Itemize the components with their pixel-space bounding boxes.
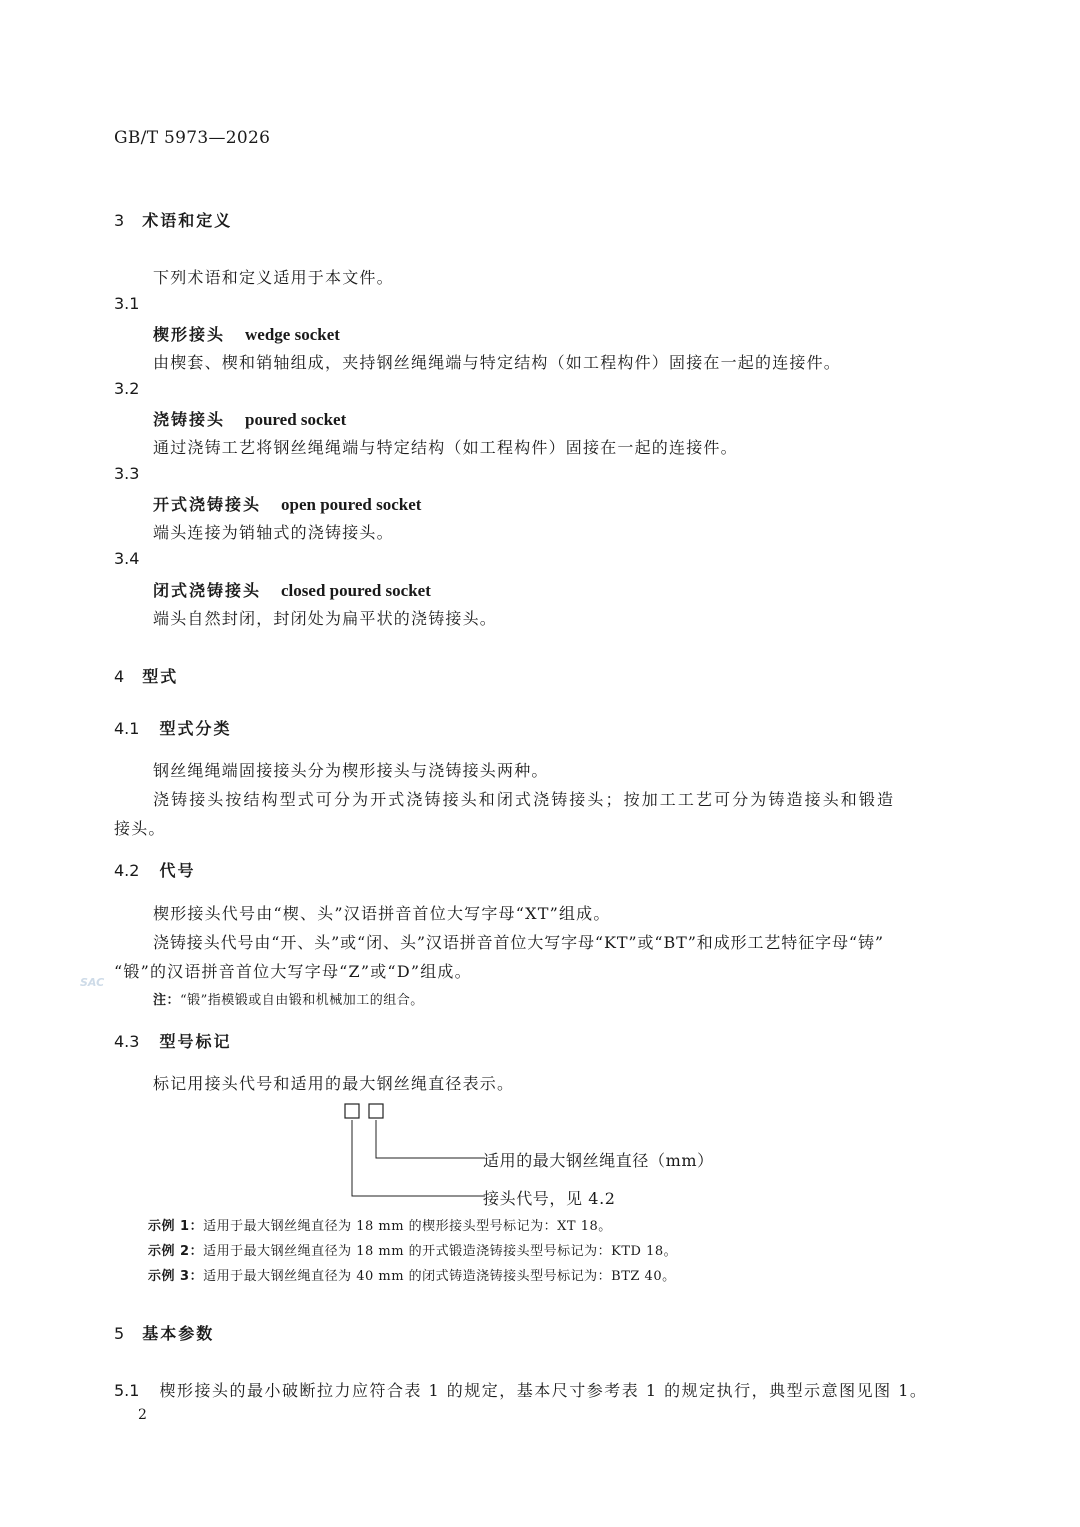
diagram-label-code: 接头代号，见 4.2 — [483, 1189, 616, 1208]
term-zh: 闭式浇铸接头 — [153, 581, 262, 600]
note — [153, 989, 424, 1008]
paragraph: 钢丝绳绳端固接接头分为楔形接头与浇铸接头两种。 — [153, 761, 549, 780]
term-en: open poured socket — [281, 495, 422, 514]
paragraph: 楔形接头代号由“楔、头”汉语拼音首位大写字母“XT”组成。 — [153, 904, 611, 923]
example-text: 适用于最大钢丝绳直径为 18 mm 的开式锻造浇铸接头型号标记为：KTD 18。 — [203, 1244, 678, 1259]
note-text: “锻”指模锻或自由锻和机械加工的组合。 — [180, 993, 424, 1008]
diagram-label-diameter: 适用的最大钢丝绳直径（mm） — [483, 1151, 714, 1170]
section-3-intro: 下列术语和定义适用于本文件。 — [153, 268, 394, 287]
section-number: 3 — [114, 211, 125, 230]
term-number: 3.1 — [114, 294, 140, 313]
example-text: 适用于最大钢丝绳直径为 18 mm 的楔形接头型号标记为：XT 18。 — [203, 1219, 612, 1234]
section-number: 4 — [114, 667, 125, 686]
subsection-title: 型号标记 — [159, 1032, 232, 1051]
section-title: 型式 — [142, 667, 179, 686]
subsection-number: 4.2 — [114, 861, 140, 880]
term-number: 3.2 — [114, 379, 140, 398]
section-4-heading — [114, 664, 178, 687]
term-number: 3.3 — [114, 464, 140, 483]
term-entry — [153, 407, 346, 430]
term-zh: 浇铸接头 — [153, 410, 226, 429]
subsection-4-1-heading — [114, 716, 231, 739]
sac-watermark-logo: SAC — [80, 976, 105, 989]
example-text: 适用于最大钢丝绳直径为 40 mm 的闭式铸造浇铸接头型号标记为：BTZ 40。 — [203, 1269, 676, 1284]
section-5-heading — [114, 1321, 214, 1344]
clause-number: 5.1 — [114, 1381, 140, 1400]
example — [148, 1265, 676, 1284]
diameter-box — [369, 1104, 383, 1118]
paragraph-continuation: 接头。 — [114, 819, 166, 838]
example — [148, 1215, 612, 1234]
clause-text: 楔形接头的最小破断拉力应符合表 1 的规定，基本尺寸参考表 1 的规定执行，典型示意图见图 1。 — [159, 1381, 928, 1400]
term-zh: 楔形接头 — [153, 325, 226, 344]
subsection-4-2-heading — [114, 858, 195, 881]
code-box — [345, 1104, 359, 1118]
note-label: 注： — [153, 993, 181, 1008]
clause-5-1 — [114, 1378, 927, 1401]
term-definition: 端头连接为销轴式的浇铸接头。 — [153, 523, 394, 542]
term-en: poured socket — [245, 410, 347, 429]
term-en: closed poured socket — [281, 581, 431, 600]
subsection-number: 4.1 — [114, 719, 140, 738]
term-definition: 端头自然封闭，封闭处为扁平状的浇铸接头。 — [153, 609, 498, 628]
diameter-leader-line — [376, 1120, 485, 1158]
subsection-title: 型式分类 — [159, 719, 232, 738]
section-title: 术语和定义 — [142, 211, 233, 230]
term-entry — [153, 492, 421, 515]
paragraph: 浇铸接头代号由“开、头”或“闭、头”汉语拼音首位大写字母“KT”或“BT”和成形工艺特征字母“铸” — [153, 933, 884, 952]
subsection-number: 4.3 — [114, 1032, 140, 1051]
term-number: 3.4 — [114, 549, 140, 568]
example-label: 示例 2： — [148, 1244, 204, 1259]
term-entry — [153, 578, 431, 601]
paragraph-continuation: “锻”的汉语拼音首位大写字母“Z”或“D”组成。 — [114, 962, 472, 981]
term-definition: 通过浇铸工艺将钢丝绳绳端与特定结构（如工程构件）固接在一起的连接件。 — [153, 438, 738, 457]
term-entry — [153, 322, 340, 345]
standard-code: GB/T 5973—2026 — [114, 128, 271, 148]
example-label: 示例 1： — [148, 1219, 204, 1234]
page-number: 2 — [138, 1407, 147, 1423]
term-en: wedge socket — [245, 325, 340, 344]
example-label: 示例 3： — [148, 1269, 204, 1284]
term-zh: 开式浇铸接头 — [153, 495, 262, 514]
section-number: 5 — [114, 1324, 125, 1343]
section-3-heading — [114, 208, 232, 231]
paragraph: 标记用接头代号和适用的最大钢丝绳直径表示。 — [153, 1074, 515, 1093]
subsection-title: 代号 — [159, 861, 196, 880]
marking-diagram — [335, 1098, 495, 1202]
term-definition: 由楔套、楔和销轴组成，夹持钢丝绳绳端与特定结构（如工程构件）固接在一起的连接件。 — [153, 353, 842, 372]
section-title: 基本参数 — [142, 1324, 215, 1343]
paragraph: 浇铸接头按结构型式可分为开式浇铸接头和闭式浇铸接头；按加工工艺可分为铸造接头和锻造 — [153, 790, 896, 809]
subsection-4-3-heading — [114, 1029, 231, 1052]
example — [148, 1240, 677, 1259]
